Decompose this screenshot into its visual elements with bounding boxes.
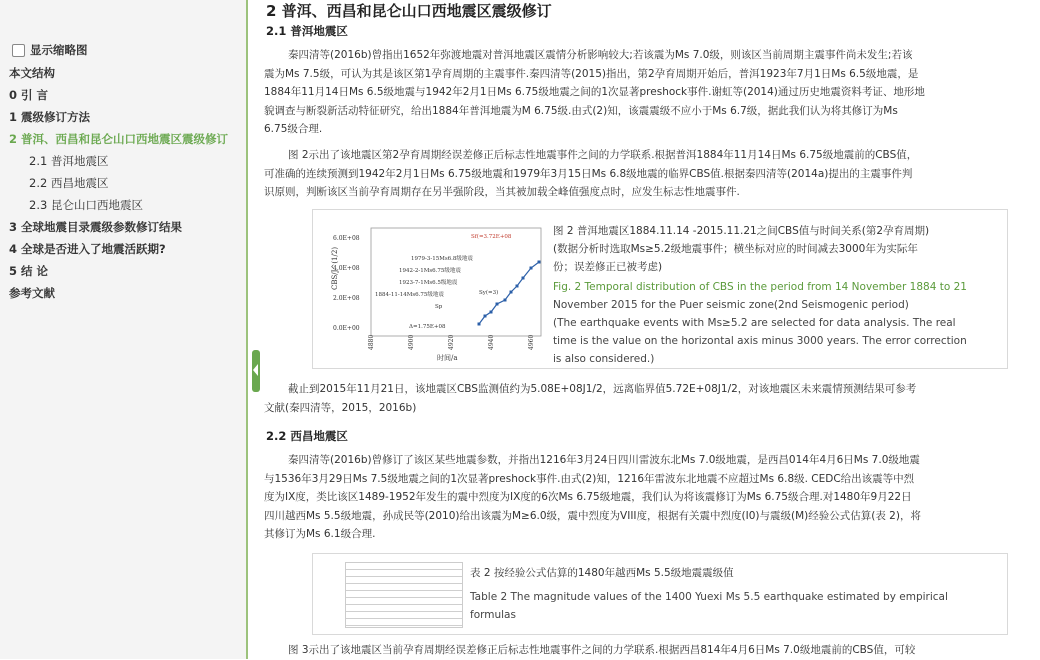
toc-item-section-2[interactable]: 2 普洱、西昌和昆仑山口西地震区震级修订 (9, 132, 229, 146)
data-point (490, 311, 493, 314)
sidebar (0, 0, 248, 659)
page-title: 2 普洱、西昌和昆仑山口西地震区震级修订 (266, 2, 552, 20)
paragraph-2-1-b (264, 146, 1032, 202)
caption-line: 表 2 按经验公式估算的1480年越西Ms 5.5级地震震级值 (470, 567, 734, 579)
paragraph-line: 秦四清等(2016b)曾修订了该区某些地震参数，并指出1216年3月24日四川雷波东北Ms 7.0级地震，是西昌014年4月6日Ms 7.0级地震 (288, 454, 920, 466)
plot-annotation: 1884-11-14Ms6.75级地震 (375, 292, 444, 298)
toc-item-2-1[interactable]: 2.1 普洱地震区 (29, 154, 109, 168)
x-axis-label: 时间/a (437, 354, 458, 362)
y-tick-label: 6.0E+08 (333, 235, 360, 242)
caption-line: Table 2 The magnitude values of the 1400 Yuexi Ms 5.5 earthquake estimated by empirical (470, 591, 948, 603)
paragraph-line: 貌调查与断裂新活动特征研究，给出1884年普洱地震为M 6.75级.由式(2)知，该震震级不应小于Ms 6.7级，据此我们认为将其修订为Ms (264, 104, 898, 117)
collapse-arrow-icon (253, 364, 258, 376)
data-point (496, 303, 499, 306)
paragraph-line: 四川越西Ms 5.5级地震，孙成民等(2010)给出该震为M≥6.0级，震中烈度为VIII度，根据有关震中烈度(I0)与震级(M)经验公式估算(表 2)，将 (264, 509, 921, 522)
x-tick-label: 4940 (488, 334, 495, 350)
plot-annotation: Δ=1.75E+08 (409, 324, 446, 330)
caption-line: Fig. 2 Temporal distribution of CBS in the period from 14 November 1884 to 21 (553, 281, 967, 293)
paragraph-line: 文献(秦四清等，2015，2016b) (264, 401, 417, 414)
paragraph-2-2-a (264, 451, 1032, 544)
x-tick-label: 4900 (408, 334, 415, 350)
caption-line: 份；误差修正已被考虑) (553, 261, 663, 273)
caption-line: 图 2 普洱地震区1884.11.14 -2015.11.21之间CBS值与时间关系(第2孕育周期) (553, 225, 930, 237)
figure-2 (312, 209, 1008, 369)
data-point (478, 323, 481, 326)
toc-item-section-4[interactable]: 4 全球是否进入了地震活跃期? (9, 242, 166, 256)
plot-annotation: 1923-7-1Ms6.5级地震 (399, 280, 458, 286)
fig2-caption-cn (553, 222, 929, 276)
y-tick-label: 2.0E+08 (333, 295, 360, 302)
paragraph-line: 震为Ms 7.5级，可认为其是该区第1孕育周期的主震事件.秦四清等(2015)指出，第2孕育周期开始后，普洱1923年7月1日Ms 6.5级地震，是 (264, 67, 919, 80)
caption-line: time is the value on the horizontal axis minus 3000 years. The error correction (553, 335, 967, 347)
y-tick-label: 0.0E+00 (333, 325, 360, 332)
thumbnail-toggle[interactable] (12, 42, 88, 58)
plot-annotation: Sf(=3.72E+08 (471, 234, 512, 240)
caption-line: is also considered.) (553, 353, 655, 365)
plot-annotation: 1979-3-15Ms6.8级地震 (411, 256, 473, 262)
paragraph-line: 6.75级合理. (264, 123, 323, 135)
toc-header: 本文结构 (9, 66, 55, 80)
toc-item-2-3[interactable]: 2.3 昆仑山口西地震区 (29, 198, 143, 212)
paragraph-2-1-a (264, 46, 1032, 139)
caption-line: (数据分析时选取Ms≥5.2级地震事件；横坐标对应的时间减去3000年为实际年 (553, 243, 918, 255)
toc-item-references[interactable]: 参考文献 (9, 286, 55, 300)
paragraph-line: 度为IX度，类比该区1489-1952年发生的震中烈度为IX度的6次Ms 6.75级地震，我们认为将该震修订为Ms 6.75级合理.对1480年9月22日 (264, 491, 912, 503)
data-point (504, 299, 507, 302)
toc-item-introduction[interactable]: 0 引 言 (9, 88, 49, 102)
plot-annotation: Sy(=3) (479, 290, 499, 296)
paragraph-line: 1884年11月14日Ms 6.5级地震与1942年2月1日Ms 6.75级地震之间的1次显著preshock事件.谢虹等(2014)通过历史地震资料考证、地形地 (264, 86, 925, 98)
fig2-plot[interactable] (319, 216, 549, 364)
table2-caption-en (470, 588, 948, 624)
toc-item-2-2[interactable]: 2.2 西昌地震区 (29, 176, 109, 190)
paragraph-line: 图 3示出了该地震区当前孕育周期经误差修正后标志性地震事件之间的力学联系.根据西昌814年4月6日Ms 7.0级地震前的CBS值，可较 (288, 644, 916, 656)
section-heading-2-2: 2.2 西昌地震区 (266, 429, 348, 443)
thumbnail-toggle-label: 显示缩略图 (30, 43, 88, 57)
y-tick-label: 4.0E+08 (333, 265, 360, 272)
paragraph-line: 识原则，判断该区当前孕育周期存在另半强阶段，当其被加载全峰值强度点时，应发生标志性地震事件. (264, 186, 740, 198)
table-2 (312, 553, 1008, 635)
data-point (530, 267, 533, 270)
paragraph-line: 其修订为Ms 6.1级合理. (264, 528, 376, 540)
table2-caption-cn (470, 564, 734, 582)
toc-item-section-3[interactable]: 3 全球地震目录震级参数修订结果 (9, 220, 183, 234)
paragraph-line: 截止到2015年11月21日，该地震区CBS监测值约为5.08E+08J1/2，远离临界值5.72E+08J1/2，对该地震区未来震情预测结果可参考 (288, 383, 917, 395)
sidebar-collapse-handle[interactable] (252, 350, 260, 392)
caption-line: November 2015 for the Puer seismic zone(2nd Seismogenic period) (553, 299, 909, 311)
data-point (516, 285, 519, 288)
paragraph-line: 图 2示出了该地震区第2孕育周期经误差修正后标志性地震事件之间的力学联系.根据普洱1884年11月14日Ms 6.75级地震前的CBS值， (288, 149, 918, 161)
table-of-contents (9, 62, 241, 304)
section-heading-2-1: 2.1 普洱地震区 (266, 24, 348, 38)
paragraph-2-2-b (264, 641, 1032, 660)
x-tick-label: 4920 (448, 334, 455, 350)
x-tick-label: 4880 (368, 334, 375, 350)
x-tick-label: 4960 (528, 334, 535, 350)
fig2-caption-en (553, 278, 967, 368)
y-axis-label: CBS/J^(1/2) (331, 246, 339, 290)
data-point (538, 261, 541, 264)
plot-annotation: Sp (435, 304, 443, 310)
table-2-thumbnail[interactable] (345, 562, 463, 628)
toc-item-conclusion[interactable]: 5 结 论 (9, 264, 49, 278)
data-point (522, 277, 525, 280)
plot-annotation: 1942-2-1Ms6.75级地震 (399, 268, 461, 274)
checkbox-icon[interactable] (12, 44, 25, 57)
toc-item-method[interactable]: 1 震级修订方法 (9, 110, 91, 124)
paragraph-line: 秦四清等(2016b)曾指出1652年弥渡地震对普洱地震区震情分析影响较大;若该震为Ms 7.0级，则该区当前周期主震事件尚未发生;若该 (288, 49, 913, 61)
caption-line: formulas (470, 609, 516, 621)
data-point (484, 315, 487, 318)
data-point (510, 291, 513, 294)
caption-line: (The earthquake events with Ms≥5.2 are selected for data analysis. The real (553, 317, 956, 329)
paragraph-line: 与1536年3月29日Ms 7.5级地震之间的1次显著preshock事件.由式(2)知，1216年雷波东北地震不应超过Ms 6.8级. CEDC给出该震等中烈 (264, 472, 915, 485)
paragraph-2-1-c (264, 380, 1032, 417)
paragraph-line: 可准确的连续预测到1942年2月1日Ms 6.75级地震和1979年3月15日Ms 6.8级地震的临界CBS值.根据秦四清等(2014a)提出的主震事件判 (264, 167, 913, 180)
